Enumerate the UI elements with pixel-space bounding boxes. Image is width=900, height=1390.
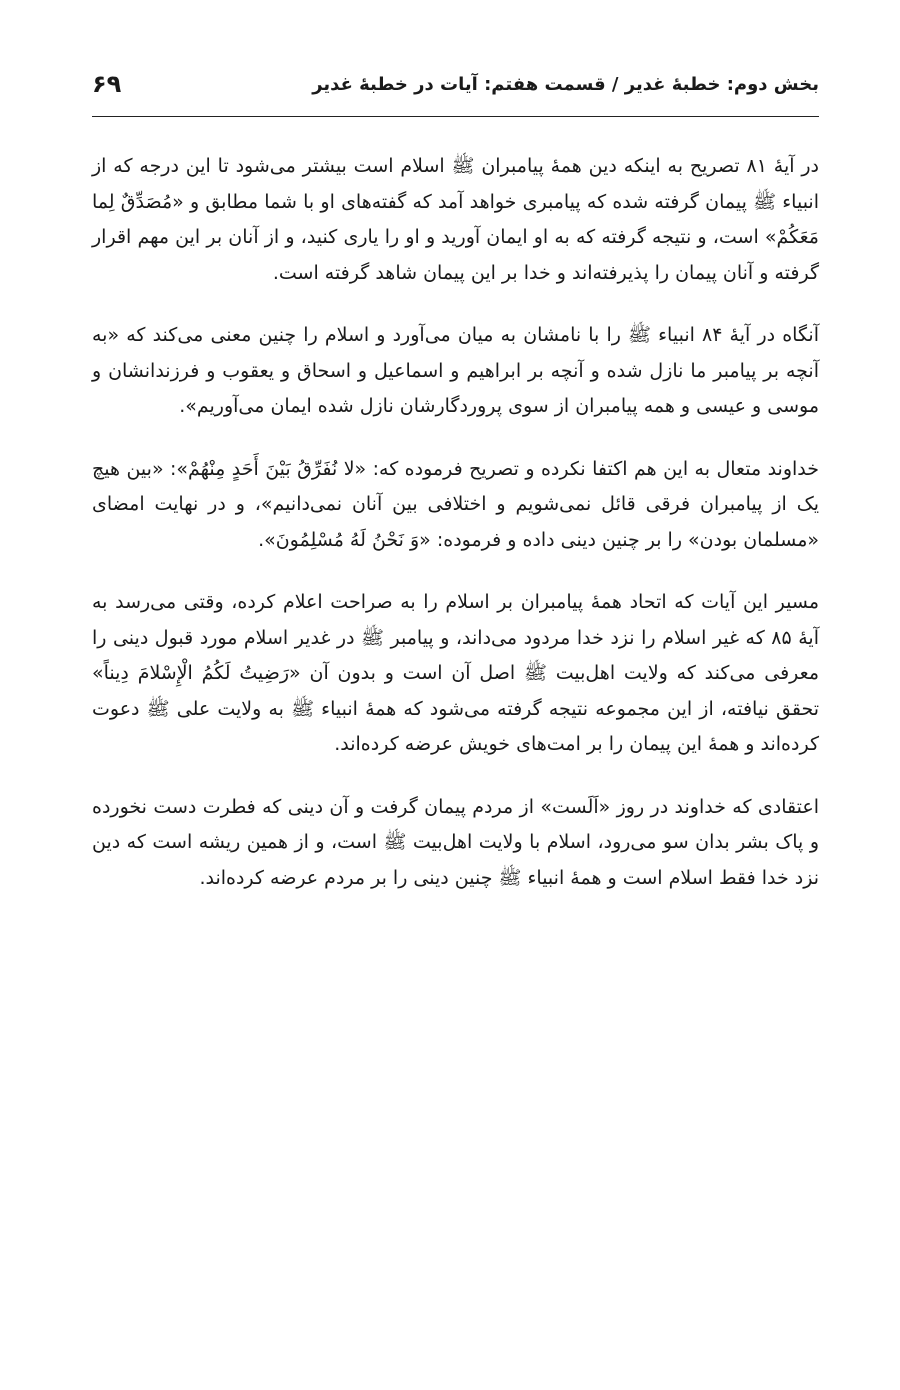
- paragraph-verse-85: مسیر این آیات که اتحاد همۀ پیامبران بر اسلام را به صراحت اعلام کرده، وقتی می‌رسد به آیۀ ۸۵ که غیر اسلام را نزد خدا مردود می‌داند، و پیامبر ﷺ در غدیر اسلام مورد قبول دینی را معرفی می‌کند که ولایت اهل‌بیت ﷺ اصل آن است و بدون آن «رَضِیتُ لَکُمُ الْإِسْلامَ دِیناً» تحقق نیافته، از این مجموعه نتیجه گرفته می‌شود که همۀ انبیاء ﷺ به ولایت علی ﷺ دعوت کرده‌اند و همۀ این پیمان را بر امت‌های خویش عرضه کرده‌اند.: [92, 591, 819, 755]
- page-number: ۶۹: [92, 70, 122, 98]
- paragraph-verse-81: در آیۀ ۸۱ تصریح به اینکه دین همۀ پیامبران ﷺ اسلام است بیشتر می‌شود تا این درجه که از انبیاء ﷺ پیمان گرفته شده که پیامبری خواهد آمد که گفته‌های او با شما مطابق و «مُصَدِّقٌ لِما مَعَکُمْ» است، و نتیجه گرفته که به او ایمان آورید و او را یاری کنید، و از آنان بر این مهم اقرار گرفته و آنان پیمان را پذیرفته‌اند و خدا بر این پیمان شاهد گرفته است.: [92, 155, 820, 284]
- paragraph-no-distinction: خداوند متعال به این هم اکتفا نکرده و تصریح فرموده که: «لا نُفَرِّقُ بَیْنَ أَحَدٍ مِنْهُمْ»: «بین هیچ یک از پیامبران فرقی قائل نمی‌شویم و اختلافی بین آنان نمی‌دانیم»، و در نهایت امضای «مسلمان بودن» را بر چنین دینی داده و فرموده: «وَ نَحْنُ لَهُ مُسْلِمُونَ».: [92, 457, 819, 551]
- paragraph-alast: اعتقادی که خداوند در روز «اَلَست» از مردم پیمان گرفت و آن دینی که فطرت دست نخورده و پاک بشر بدان سو می‌رود، اسلام با ولایت اهل‌بیت ﷺ است، و از همین ریشه است که دین نزد خدا فقط اسلام است و همۀ انبیاء ﷺ چنین دینی را بر مردم عرضه کرده‌اند.: [92, 795, 819, 889]
- running-head: بخش دوم: خطبۀ غدیر / قسمت هفتم: آیات در خطبۀ غدیر: [312, 74, 819, 95]
- paragraph-verse-84: آنگاه در آیۀ ۸۴ انبیاء ﷺ را با نامشان به میان می‌آورد و اسلام را چنین معنی می‌کند که «به آنچه بر پیامبر ما نازل شده و آنچه بر ابراهیم و اسماعیل و اسحاق و یعقوب و فرزندانشان و موسی و عیسی و همه پیامبران از سوی پروردگارشان نازل شده ایمان می‌آوریم».: [92, 324, 820, 417]
- body-text: [92, 149, 819, 896]
- book-page: [92, 62, 819, 923]
- page-header: [92, 62, 819, 117]
